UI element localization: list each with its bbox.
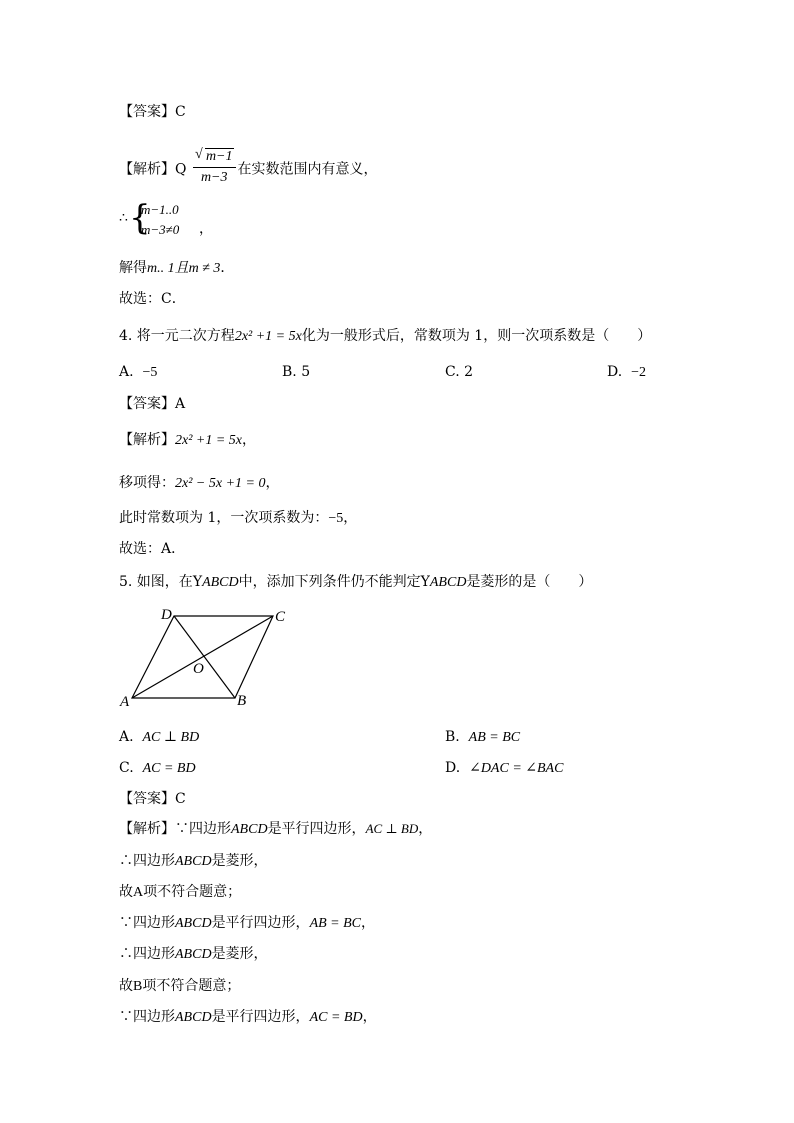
q5-stem: 5. 如图，在YABCD中，添加下列条件仍不能判定YABCD是菱形的是（ ）: [119, 574, 593, 590]
parallelogram-figure: [110, 600, 310, 712]
q4-option-c: C. 2: [445, 364, 474, 380]
fraction: √ m−1 m−3: [193, 148, 236, 187]
sqrt: √ m−1: [194, 147, 233, 164]
q5-option-b: B. AB = BC: [445, 729, 521, 745]
label-b: B: [237, 693, 247, 709]
q4-stem: 4. 将一元二次方程2x² +1 = 5x化为一般形式后，常数项为 1，则一次项系数是（ ）: [119, 328, 652, 344]
analysis-label: 【解析】: [119, 161, 175, 178]
answer-value: C: [175, 104, 186, 120]
label-d: D: [161, 607, 172, 623]
q5-analysis-line-1: 【解析】∵四边形ABCD是平行四边形，AC ⊥ BD，: [119, 821, 433, 837]
parallelogram-icon: Y: [192, 574, 203, 590]
q5-analysis-line-3: 故A项不符合题意；: [119, 884, 242, 900]
therefore-symbol: ∴: [119, 210, 128, 226]
q5-analysis-line-5: ∴四边形ABCD是菱形，: [119, 946, 268, 962]
because-symbol: Q: [175, 161, 187, 178]
q3-answer-line: [119, 103, 186, 121]
label-a: A: [120, 694, 130, 710]
q5-analysis-line-4: ∵四边形ABCD是平行四边形，AB = BC，: [119, 915, 376, 931]
q3-choose-line: 故选：C．: [119, 291, 186, 307]
q4-const-line: 此时常数项为 1，一次项系数为：−5，: [119, 510, 358, 526]
q5-analysis-line-7: ∵四边形ABCD是平行四边形，AC = BD，: [119, 1009, 377, 1025]
q5-analysis-line-2: ∴四边形ABCD是菱形，: [119, 853, 268, 869]
brace-icon: {: [129, 198, 151, 238]
q5-answer-line: 【答案】C: [119, 791, 186, 807]
q3-analysis-line: [119, 147, 378, 189]
q4-option-d: D. −2: [607, 364, 646, 380]
q4-stem-equation: 2x² +1 = 5x: [234, 329, 302, 344]
radical-icon: √: [194, 147, 203, 162]
parallelogram-icon: Y: [420, 574, 430, 590]
q4-choose-line: 故选：A．: [119, 541, 186, 557]
label-c: C: [275, 609, 286, 625]
q4-move-line: 移项得：2x² − 5x +1 = 0，: [119, 475, 280, 491]
q5-option-d: D. ∠DAC = ∠BAC: [445, 760, 564, 776]
q5-option-c: C. AC = BD: [119, 760, 196, 776]
meaningful-text: 在实数范围内有意义，: [237, 161, 378, 178]
q5-analysis-line-6: 故B项不符合题意；: [119, 978, 241, 994]
q4-analysis-line: 【解析】2x² +1 = 5x，: [119, 432, 257, 448]
diagonal-bd: [174, 616, 235, 698]
q4-option-a: A. −5: [119, 364, 158, 380]
q3-solve-line: 解得m.. 1且m ≠ 3．: [119, 260, 235, 276]
q4-option-b: B. 5: [282, 364, 311, 380]
label-o: O: [193, 661, 204, 677]
answer-label: 【答案】: [119, 104, 175, 120]
q4-answer-line: 【答案】A: [119, 396, 186, 412]
q5-option-a: A. AC ⊥ BD: [119, 729, 200, 745]
